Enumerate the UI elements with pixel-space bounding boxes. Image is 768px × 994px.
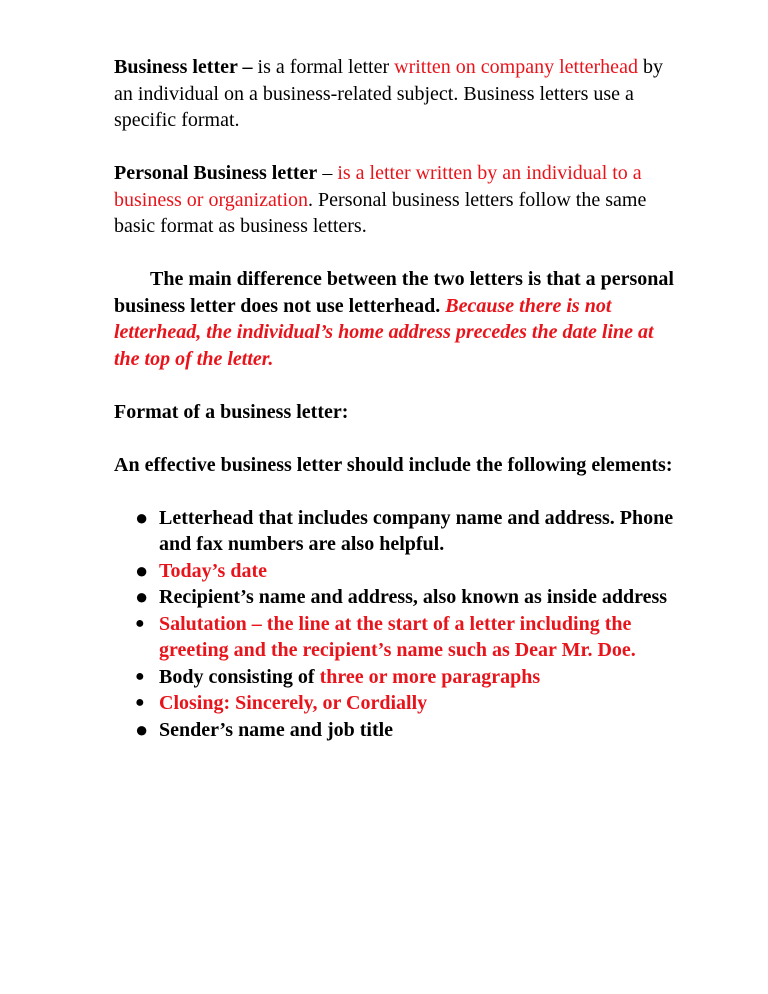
list-item xyxy=(135,716,674,744)
p2-text-1: – xyxy=(317,162,338,184)
bullet-icon: ● xyxy=(135,504,149,530)
term-personal-business-letter: Personal Business letter xyxy=(114,162,318,184)
list-item xyxy=(135,611,674,664)
bullet-icon: ● xyxy=(135,667,145,685)
list-item-text: Letterhead that includes company name and address. Phone and fax numbers are also helpful. xyxy=(159,506,674,555)
spacer xyxy=(114,425,674,452)
p1-text-2: by an individual on a business-related subject. Business letters use a specific format. xyxy=(114,56,663,131)
elements-list xyxy=(114,505,674,744)
bullet-icon: ● xyxy=(135,694,145,711)
list-item xyxy=(135,664,674,691)
list-item xyxy=(135,584,674,611)
list-item-text: Today’s date xyxy=(159,559,267,582)
p1-text-1: is a formal letter xyxy=(252,56,395,78)
main-difference-text: The main difference between the two letters is that a personal business letter does not use letterhead. xyxy=(114,268,674,317)
list-item-text: Recipient’s name and address, also known as inside address xyxy=(159,586,668,608)
p2-red-phrase: is a letter written by an individual to a business or organization xyxy=(114,162,642,211)
p1-red-phrase: written on company letterhead xyxy=(394,56,638,78)
list-item-red-part: three or more paragraphs xyxy=(319,665,541,688)
bullet-icon: ● xyxy=(135,557,149,583)
list-item xyxy=(135,504,674,558)
list-item-text: Body consisting of xyxy=(159,665,320,688)
list-item-text: Salutation – the line at the start of a letter including the greeting and the recipient’s name such as Dear Mr. Doe. xyxy=(159,612,636,661)
spacer xyxy=(114,372,674,399)
paragraph-main-difference xyxy=(114,266,674,372)
list-item xyxy=(135,557,674,585)
document-page xyxy=(114,54,674,743)
heading-format-of-business-letter: Format of a business letter: xyxy=(114,400,349,423)
list-item xyxy=(135,690,674,717)
paragraph-business-letter xyxy=(114,54,674,134)
bullet-icon: ● xyxy=(135,716,149,742)
paragraph-personal-business-letter xyxy=(114,160,674,240)
term-business-letter: Business letter – xyxy=(114,56,253,78)
bullet-icon: ● xyxy=(135,614,145,632)
paragraph-effective-letter: An effective business letter should include the following elements: xyxy=(114,453,673,476)
spacer xyxy=(114,134,674,161)
spacer xyxy=(114,478,674,505)
main-difference-italic-red: Because there is not letterhead, the individual’s home address precedes the date line at the top of the letter. xyxy=(114,294,654,370)
list-item-text: Sender’s name and job title xyxy=(159,718,394,741)
spacer xyxy=(114,240,674,267)
p2-text-2: . Personal business letters follow the same basic format as business letters. xyxy=(114,188,647,237)
bullet-icon: ● xyxy=(135,584,149,609)
list-item-text: Closing: Sincerely, or Cordially xyxy=(159,692,428,714)
